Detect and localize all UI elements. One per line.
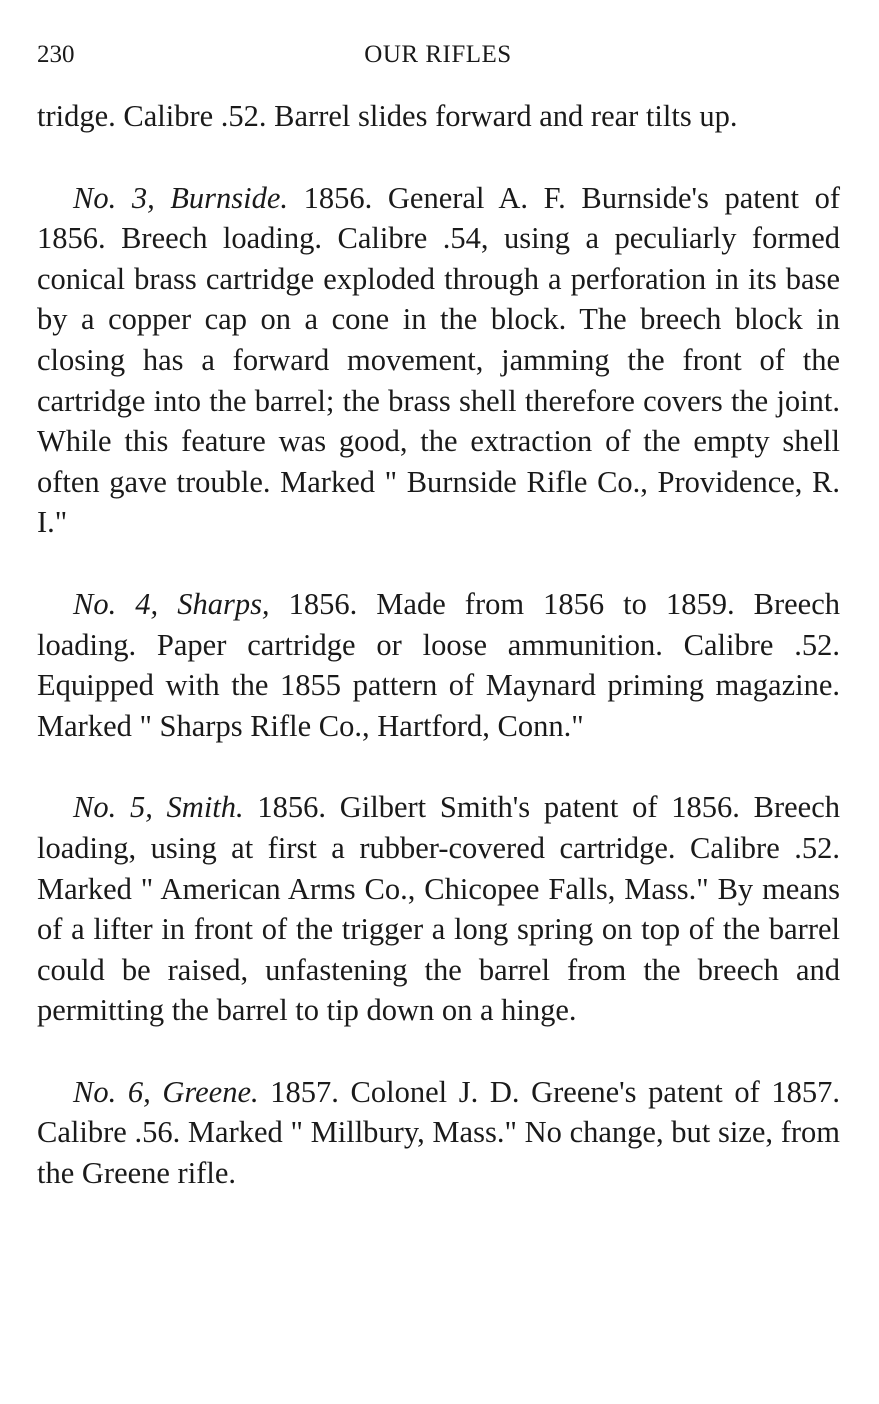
entry-label: No. 3, Burnside. bbox=[73, 180, 289, 215]
entry-paragraph-greene bbox=[37, 1072, 840, 1194]
entry-label: No. 4, Sharps, bbox=[73, 586, 270, 621]
paragraph-text: 1856. Gilbert Smith's patent of 1856. Breech loading, using at first a rubber-covered cartridge. Calibre .52. Marked " American Arms Co., Chicopee Falls, Mass." By means of a lifter in front of the trigger a long spring on top of the barrel could be raised, unfastening the barrel from the breech and permitting the barrel to tip down on a hinge. bbox=[37, 790, 840, 1028]
page-number: 230 bbox=[37, 41, 75, 68]
entry-paragraph-burnside bbox=[37, 178, 840, 543]
paragraph-text: tridge. Calibre .52. Barrel slides forward and rear tilts up. bbox=[37, 99, 738, 133]
paragraph-text: 1857. Colonel J. D. Greene's patent of 1857. Calibre .56. Marked " Millbury, Mass." No change, but size, from the Greene rifle. bbox=[37, 1074, 840, 1191]
entry-paragraph-smith bbox=[37, 787, 840, 1031]
entry-label: No. 6, Greene. bbox=[73, 1074, 259, 1109]
running-title: OUR RIFLES bbox=[364, 41, 512, 68]
paragraph-text: 1856. Made from 1856 to 1859. Breech loading. Paper cartridge or loose ammunition. Calibre .52. Equipped with the 1855 pattern of Maynard priming magazine. Marked " Sharps Rifle Co., Hartford, Conn." bbox=[37, 586, 840, 743]
continuation-paragraph bbox=[37, 96, 840, 137]
running-head bbox=[37, 38, 839, 72]
paragraph-text: 1856. General A. F. Burnside's patent of 1856. Breech loading. Calibre .54, using a peculiarly formed conical brass cartridge exploded through a perforation in its base by a copper cap on a cone in the block. The breech block in closing has a forward movement, jamming the front of the cartridge into the barrel; the brass shell therefore covers the joint. While this feature was good, the extraction of the empty shell often gave trouble. Marked " Burnside Rifle Co., Providence, R. I." bbox=[37, 180, 840, 540]
body-text bbox=[37, 96, 840, 1194]
entry-label: No. 5, Smith. bbox=[73, 790, 244, 825]
entry-paragraph-sharps bbox=[37, 584, 840, 746]
